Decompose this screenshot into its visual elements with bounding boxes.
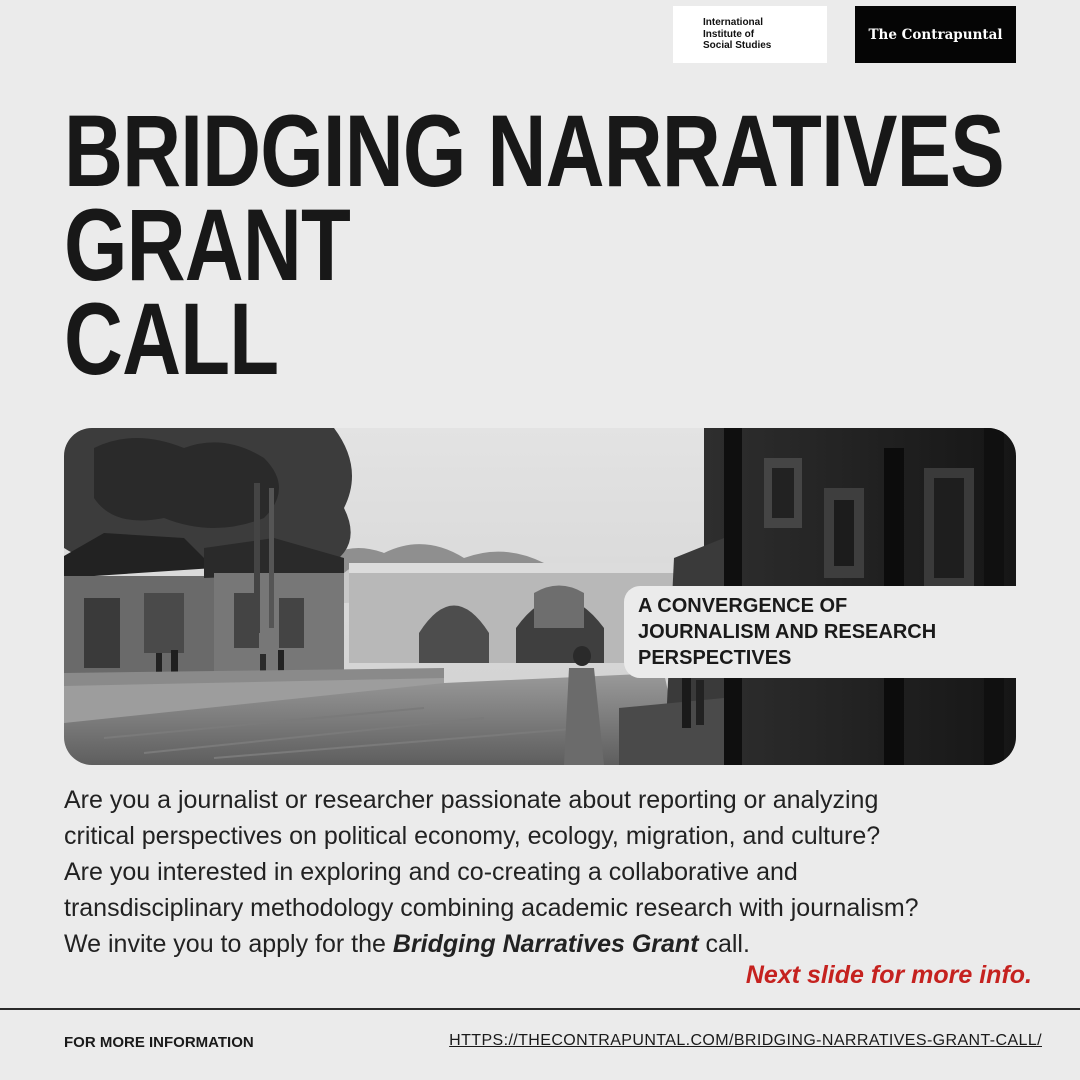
title-line: GRANT [64,188,351,302]
grant-name-emphasis: Bridging Narratives Grant [392,930,699,958]
intro-line: transdisciplinary methodology combining academic research with journalism? [64,894,919,922]
invite-prefix: We invite you to apply for the [64,930,393,958]
caption-line: PERSPECTIVES [638,647,792,669]
intro-line: Are you a journalist or researcher passionate about reporting or analyzing [64,786,879,814]
footer-divider [0,1008,1080,1010]
invite-line [64,926,1044,962]
contrapuntal-logo: The Contrapuntal [855,6,1016,63]
caption-line: A CONVERGENCE OF [638,595,848,617]
caption-line: JOURNALISM AND RESEARCH [638,621,937,643]
iiss-logo-line: Institute of [703,28,755,40]
iiss-logo-line: International [703,17,764,28]
page-title [64,94,1080,396]
intro-paragraph [64,782,1044,962]
title-line: BRIDGING NARRATIVES [64,94,1004,208]
iiss-logo-line: Social Studies [703,40,772,51]
grant-call-link[interactable]: HTTPS://THECONTRAPUNTAL.COM/BRIDGING-NARRATIVES-GRANT-CALL/ [449,1032,1042,1049]
next-slide-note: Next slide for more info. [745,961,1032,989]
invite-suffix: call. [698,930,750,958]
intro-line: Are you interested in exploring and co-creating a collaborative and [64,858,798,886]
iiss-logo [673,6,827,63]
footer-label: FOR MORE INFORMATION [64,1034,254,1051]
intro-line: critical perspectives on political economy, ecology, migration, and culture? [64,822,881,850]
photo-caption [624,586,1016,678]
title-line: CALL [64,282,279,396]
